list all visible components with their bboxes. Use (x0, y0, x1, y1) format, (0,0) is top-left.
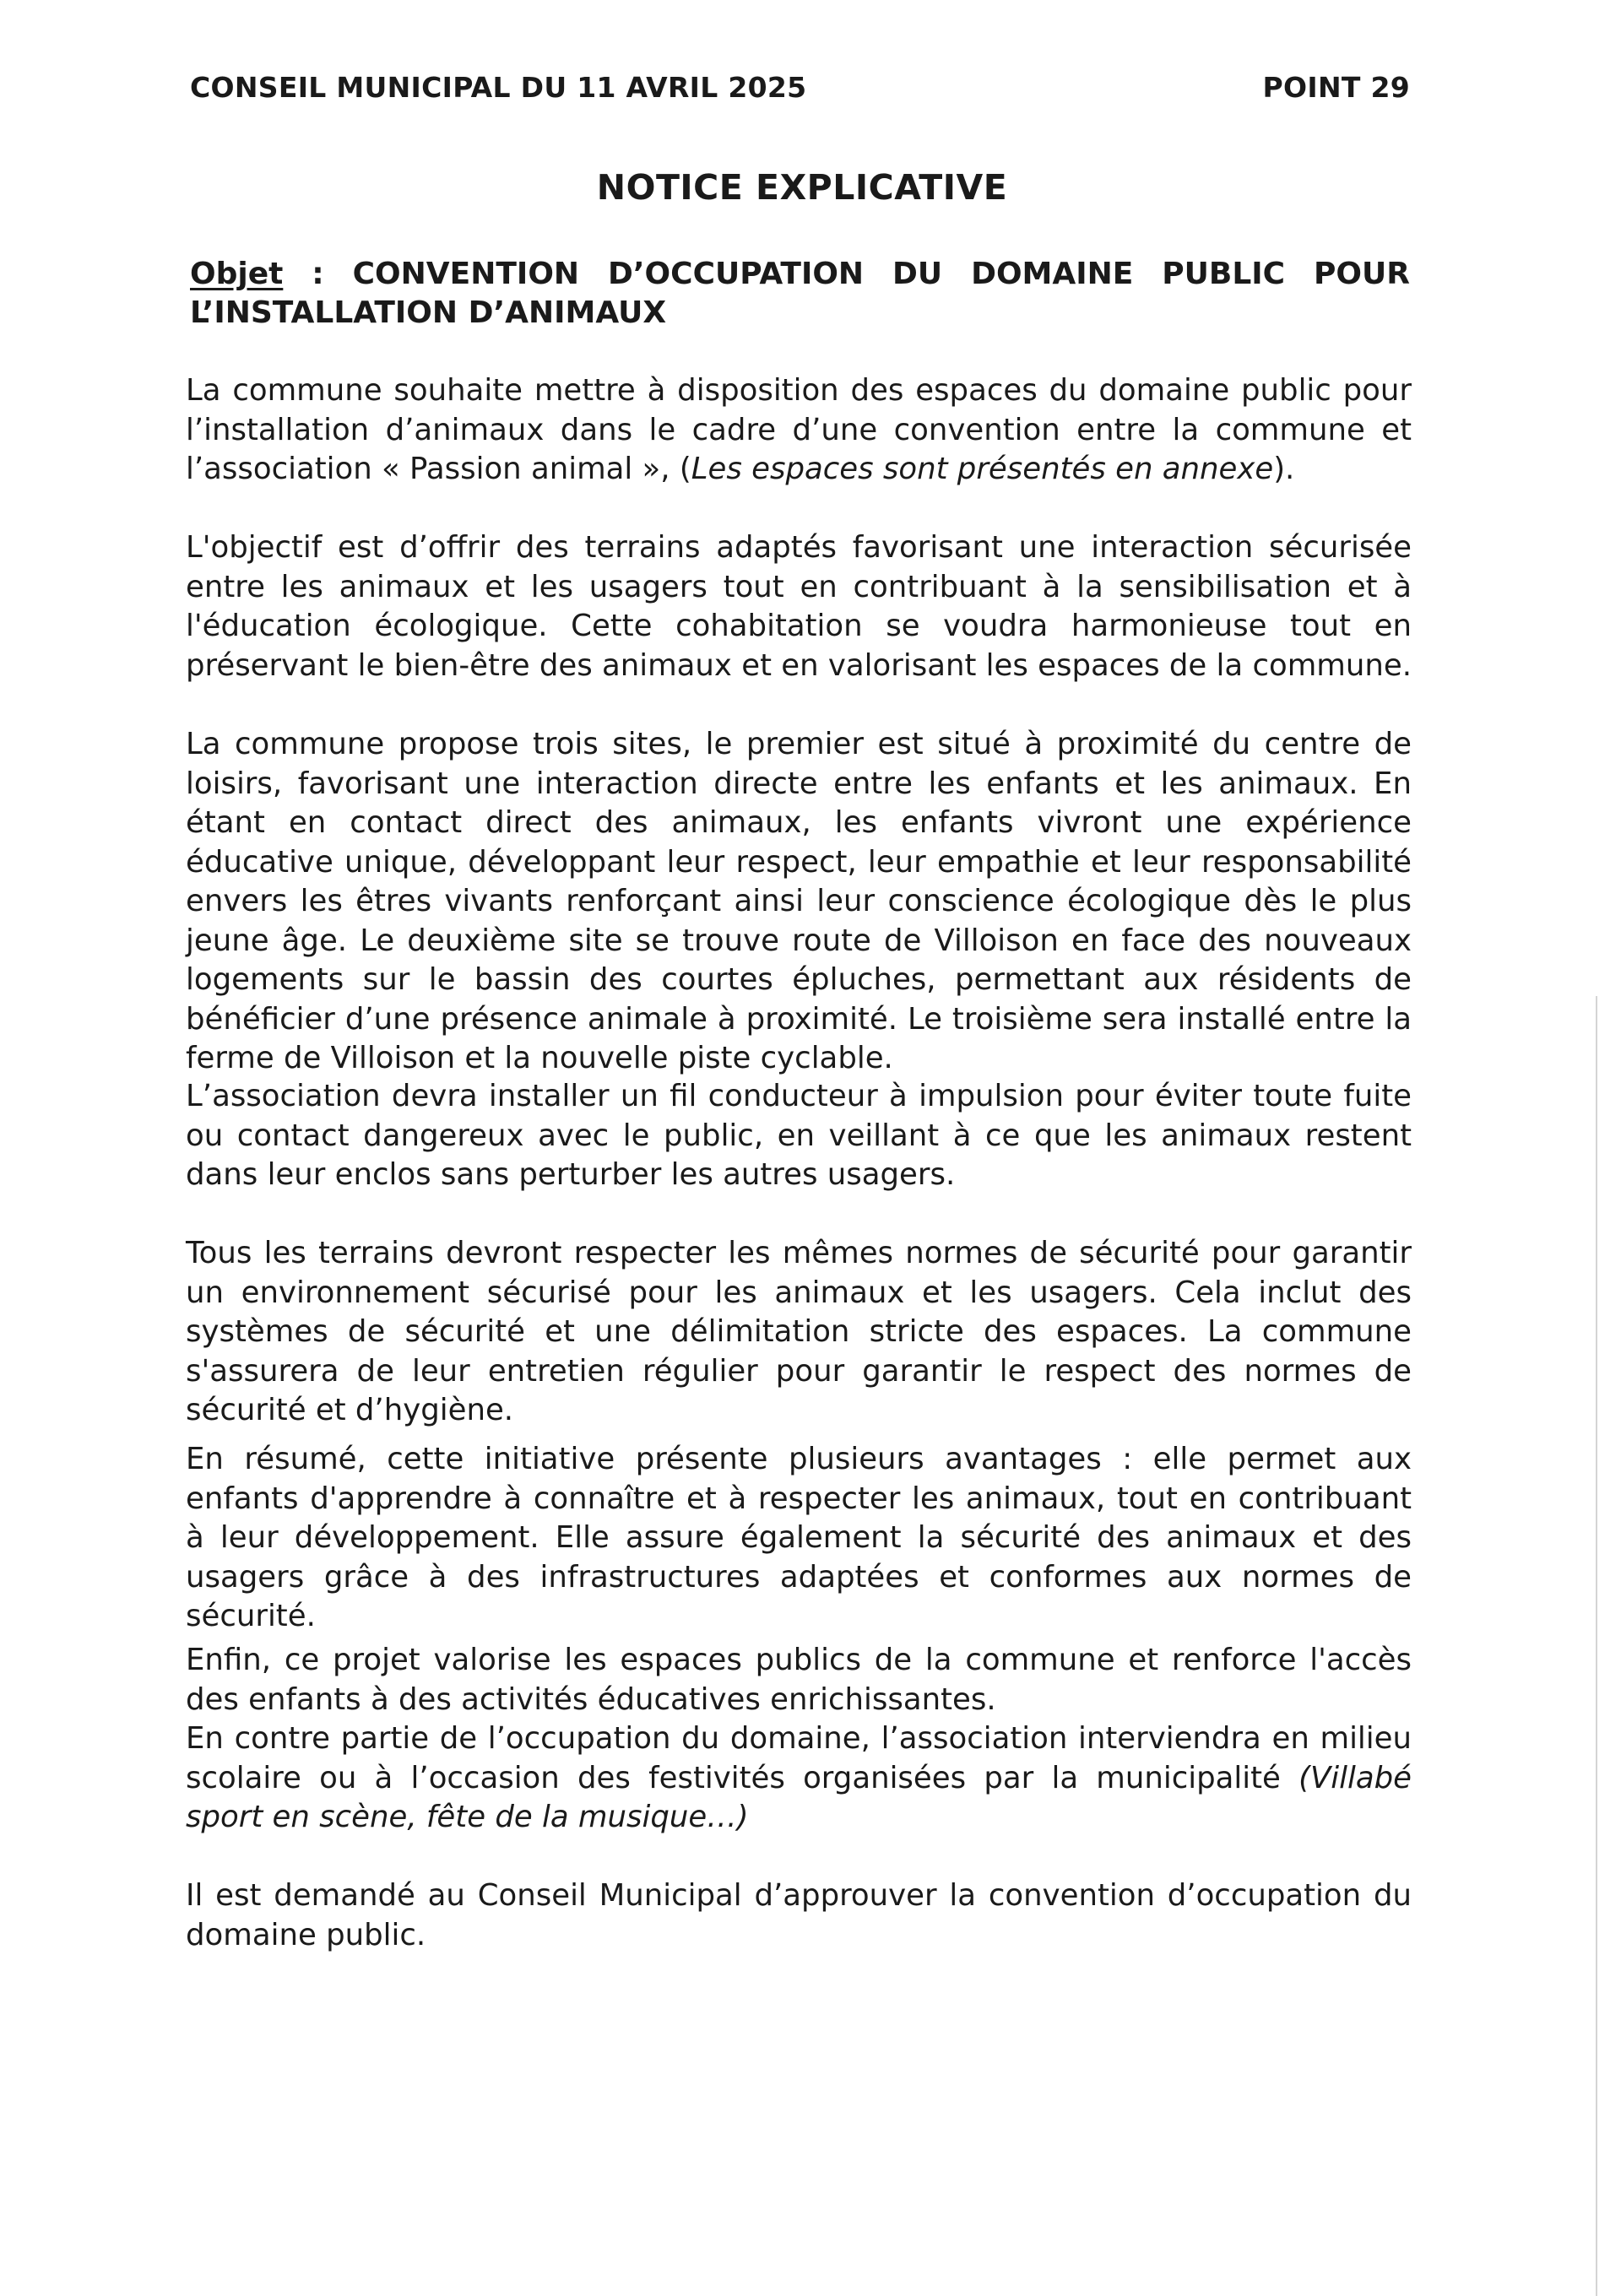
point-number: POINT 29 (1262, 71, 1410, 104)
object-subject-1: CONVENTION D’OCCUPATION DU DOMAINE PUBLIC POUR (352, 257, 1410, 291)
object-separator: : (283, 257, 324, 291)
paragraph-conclusion (186, 1641, 1412, 1838)
paragraph-summary-text: En résumé, cette initiative présente plusieurs avantages : elle permet aux enfants d'apprendre à connaître et à respecter les animaux, tout en contribuant à leur développement. Elle assure également la sécurité des animaux et des usagers grâce à des infrastructures adaptées et conformes aux normes de sécurité. (186, 1442, 1412, 1633)
paragraph-objective-text: L'objectif est d’offrir des terrains adaptés favorisant une interaction sécurisée entre les animaux et les usagers tout en contribuant à la sensibilisation et à l'éducation écologique. Cette cohabitation se voudra harmonieuse tout en préservant le bien-être des animaux et en valorisant les espaces de la commune. (186, 530, 1412, 683)
paragraph-request-text: Il est demandé au Conseil Municipal d’approuver la convention d’occupation du domaine public. (186, 1878, 1412, 1952)
paragraph-fence (186, 1077, 1412, 1195)
object-label: Objet (190, 257, 284, 291)
paragraph-request (186, 1876, 1412, 1955)
object-line-2: L’INSTALLATION D’ANIMAUX (190, 295, 667, 330)
paragraph-safety (186, 1234, 1412, 1431)
paragraph-conclusion-text: Enfin, ce projet valorise les espaces publics de la commune et renforce l'accès des enfants à des activités éducatives enrichissantes. (186, 1643, 1412, 1717)
paragraph-intro (186, 371, 1412, 490)
paragraph-intro-text: La commune souhaite mettre à disposition des espaces du domaine public pour l’installation d’animaux dans le cadre d’une convention entre la commune et l’association « Passion animal », ( (186, 373, 1412, 486)
paragraph-counterpart-text: En contre partie de l’occupation du domaine, l’association interviendra en milieu scolaire ou à l’occasion des festivités organisées par la municipalité (186, 1721, 1412, 1795)
paragraph-sites (186, 725, 1412, 1079)
paragraph-safety-text: Tous les terrains devront respecter les mêmes normes de sécurité pour garantir un environnement sécurisé pour les animaux et les usagers. Cela inclut des systèmes de sécurité et une délimitation stricte des espaces. La commune s'assurera de leur entretien régulier pour garantir le respect des normes de sécurité et d’hygiène. (186, 1236, 1412, 1427)
object-line-1 (190, 255, 1410, 294)
meeting-title: CONSEIL MUNICIPAL DU 11 AVRIL 2025 (190, 71, 807, 104)
page-header (190, 71, 1410, 104)
paragraph-summary (186, 1440, 1412, 1637)
paragraph-intro-end: ). (1273, 452, 1295, 486)
paragraph-sites-text: La commune propose trois sites, le premier est situé à proximité du centre de loisirs, favorisant une interaction directe entre les enfants et les animaux. En étant en contact direct des animaux, les enfants vivront une expérience éducative unique, développant leur respect, leur empathie et leur responsabilité envers les êtres vivants renforçant ainsi leur conscience écologique dès le plus jeune âge. Le deuxième site se trouve route de Villoison en face des nouveaux logements sur le bassin des courtes épluches, permettant aux résidents de bénéficier d’une présence animale à proximité. Le troisième sera installé entre la ferme de Villoison et la nouvelle piste cyclable. (186, 727, 1412, 1075)
paragraph-intro-italic: Les espaces sont présentés en annexe (691, 452, 1274, 486)
paragraph-counterpart-italic: (Villabé sport en scène, fête de la musique…) (186, 1760, 1412, 1834)
paragraph-fence-text: L’association devra installer un fil conducteur à impulsion pour éviter toute fuite ou contact dangereux avec le public, en veillant à ce que les animaux restent dans leur enclos sans perturber les autres usagers. (186, 1079, 1412, 1192)
scan-edge-line (1596, 996, 1597, 2296)
notice-title: NOTICE EXPLICATIVE (596, 167, 1008, 208)
paragraph-objective (186, 528, 1412, 685)
